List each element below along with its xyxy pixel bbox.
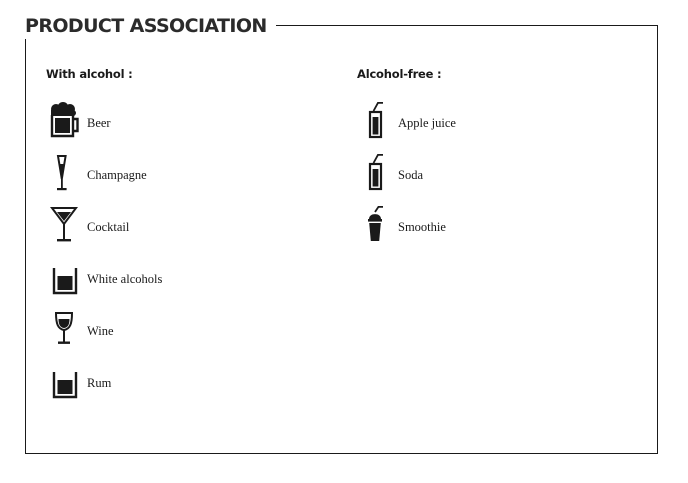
list-item-label: Beer <box>87 116 111 130</box>
list-item-cocktail <box>46 206 133 258</box>
with-alcohol-column <box>46 66 163 414</box>
with-alcohol-heading: With alcohol : <box>46 67 133 81</box>
smoothie-cup-icon <box>359 206 395 246</box>
champagne-flute-icon <box>48 154 84 194</box>
list-item-label: Apple juice <box>398 116 456 130</box>
tumbler-glass-icon <box>48 362 84 402</box>
soda-glass-straw-icon <box>359 154 395 194</box>
beer-mug-icon <box>48 102 84 142</box>
list-item-label: Champagne <box>87 168 147 182</box>
list-item-rum <box>46 362 133 414</box>
list-item-champagne <box>46 154 147 206</box>
wine-glass-icon <box>48 310 84 350</box>
list-item-white-alcohols <box>46 258 163 310</box>
juice-glass-straw-icon <box>359 102 395 142</box>
list-item-label: Wine <box>87 324 114 338</box>
alcohol-free-column <box>357 66 456 258</box>
list-item-label: Soda <box>398 168 423 182</box>
section-title: PRODUCT ASSOCIATION <box>17 13 276 39</box>
shot-glass-icon <box>48 258 84 298</box>
alcohol-free-heading: Alcohol-free : <box>357 67 442 81</box>
list-item-label: Rum <box>87 376 112 390</box>
cocktail-glass-icon <box>48 206 84 246</box>
alcohol-free-list <box>357 102 456 258</box>
list-item-label: Smoothie <box>398 220 446 234</box>
list-item-wine <box>46 310 133 362</box>
list-item-label: White alcohols <box>87 272 163 286</box>
list-item-beer <box>46 102 133 154</box>
list-item-label: Cocktail <box>87 220 130 234</box>
list-item-soda <box>357 154 441 206</box>
list-item-smoothie <box>357 206 446 258</box>
with-alcohol-list <box>46 102 163 414</box>
list-item-apple-juice <box>357 102 456 154</box>
